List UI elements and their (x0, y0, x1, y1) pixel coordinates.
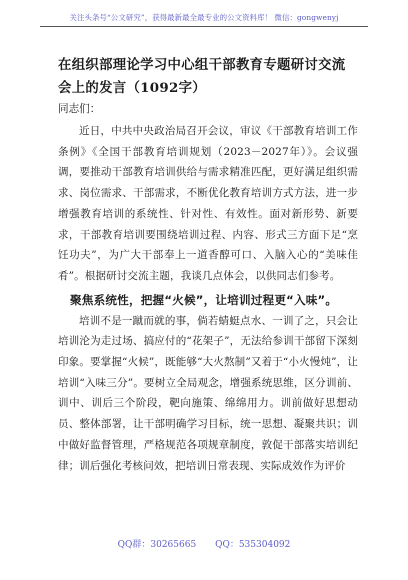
header-divider (40, 26, 368, 27)
intro-paragraph: 近日，中共中央政治局召开会议，审议《干部教育培训工作条例》《全国干部教育培训规划（2023－2027年）》。会议强调，要推动干部教育培训供给与需求精准匹配，更好满足组织需求、岗位需求、干部需求，不断优化教育培训方式方法，进一步增强教育培训的系统性、针对性、有效性。面对新形势、新要求，干部教育培训要围绕培训过程、内容、形式三方面下足“烹饪功夫”，为广大干部奉上一道香醇可口、入脑入心的“美味佳肴”。根据研讨交流主题，我谈几点体会，以供同志们参考。 (58, 125, 358, 282)
section-heading: 聚焦系统性，把握“火候”，让培训过程更“入味”。 (70, 292, 338, 307)
document-title: 在组织部理论学习中心组干部教育专题研讨交流会上的发言（1092字） (58, 57, 346, 96)
footer-qq-group: QQ群：30265665 (117, 540, 197, 550)
footer-contact (0, 537, 408, 550)
document-body (58, 54, 358, 476)
salutation: 同志们： (58, 103, 101, 115)
section-paragraph: 培训不是一蹴而就的事，倘若蜻蜓点水、一训了之，只会让培训沦为走过场、搞应付的“花架子”，无法给参训干部留下深刻印象。要掌握“火候”，既能够“大火熬制”又着于“小火慢炖”，让培训“入味三分”。要树立全局观念，增强系统思维，区分训前、训中、训后三个阶段，靶向施策、绵绵用力。训前做好思想动员、整体部署，让干部明确学习目标，统一思想、凝聚共识；训中做好监督管理，严格规范各项规章制度，敦促干部落实培训纪律；训后强化考核问效，把培训日常表现、实际成效作为评价 (58, 314, 358, 472)
header-banner: 关注头条号“公文研究”，获得最新最全最专业的公文资料库！ 微信：gongwenyj (69, 13, 339, 22)
footer-qq: QQ：535304092 (215, 540, 291, 550)
